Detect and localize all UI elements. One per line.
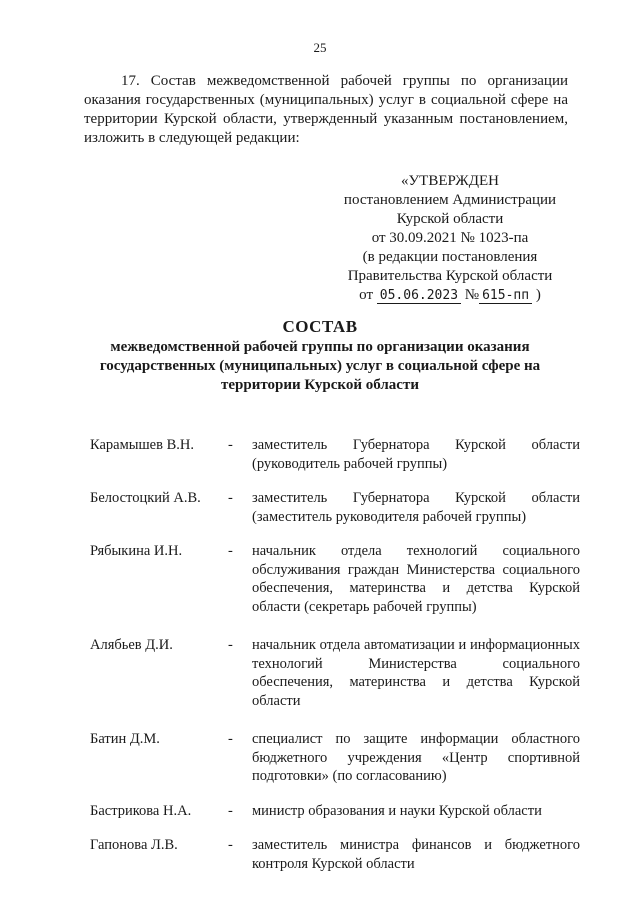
heading-subtitle-line: государственных (муниципальных) услуг в социальной сфере на — [99, 358, 541, 374]
approval-number-sign: № — [464, 287, 480, 303]
member-row — [90, 730, 580, 786]
approval-block — [330, 172, 570, 305]
member-row — [90, 542, 580, 616]
approval-closing-paren: ) — [535, 287, 541, 303]
member-name: Алябьев Д.И. — [90, 637, 173, 653]
member-name: Батин Д.М. — [90, 731, 160, 747]
member-name: Гапонова Л.В. — [90, 837, 178, 853]
member-dash: - — [228, 437, 233, 453]
approval-line: (в редакции постановления — [362, 249, 538, 265]
approval-date-prefix: от — [359, 287, 374, 303]
member-role: начальник отдела технологий социального обслуживания граждан Министерства социального обеспечения, материнства и детства Курской области (секретарь рабочей группы) — [252, 543, 580, 615]
member-row — [90, 489, 580, 526]
approval-date: 05.06.2023 — [377, 288, 461, 304]
approval-date-line — [330, 286, 570, 305]
member-name: Белостоцкий А.В. — [90, 490, 201, 506]
approval-line: Курской области — [396, 211, 504, 227]
members-list — [90, 436, 580, 873]
heading-subtitle-line: межведомственной рабочей группы по организации оказания — [110, 339, 530, 355]
composition-heading — [90, 316, 550, 395]
member-name: Рябыкина И.Н. — [90, 543, 183, 559]
member-name: Бастрикова Н.А. — [90, 802, 192, 819]
approval-line: Правительства Курской области — [347, 268, 553, 284]
heading-subtitle-line: территории Курской области — [221, 377, 419, 393]
member-role: министр образования и науки Курской области — [252, 802, 542, 819]
page-number: 25 — [313, 40, 327, 55]
approval-line: «УТВЕРЖДЕН — [401, 173, 499, 189]
approval-line: постановлением Администрации — [343, 192, 557, 208]
member-row — [90, 436, 580, 473]
member-dash: - — [228, 837, 233, 853]
member-role: заместитель Губернатора Курской области (заместитель руководителя рабочей группы) — [252, 490, 580, 525]
member-role: заместитель Губернатора Курской области (руководитель рабочей группы) — [252, 437, 580, 472]
member-row — [90, 836, 580, 873]
member-dash: - — [228, 543, 233, 559]
member-role: специалист по защите информации областного бюджетного учреждения «Центр спортивной подготовки» (по согласованию) — [252, 731, 580, 784]
approval-number: 615-пп — [479, 288, 532, 304]
member-dash: - — [228, 637, 233, 653]
member-row — [90, 636, 580, 710]
member-dash: - — [228, 731, 233, 747]
member-role: заместитель министра финансов и бюджетного контроля Курской области — [252, 837, 580, 872]
member-name: Карамышев В.Н. — [90, 437, 194, 453]
member-dash: - — [228, 490, 233, 506]
intro-paragraph: 17. Состав межведомственной рабочей группы по организации оказания государственных (муниципальных) услуг в социальной сфере на территории Курской области, утвержденный указанным постановлением, изложить в следующей редакции: — [84, 73, 568, 146]
member-dash: - — [228, 802, 233, 819]
member-row — [90, 802, 580, 821]
approval-line: от 30.09.2021 № 1023-па — [371, 230, 529, 246]
heading-title: СОСТАВ — [282, 317, 358, 336]
member-role: начальник отдела автоматизации и информационных технологий Министерства социального обеспечения, материнства и детства Курской области — [252, 637, 580, 709]
